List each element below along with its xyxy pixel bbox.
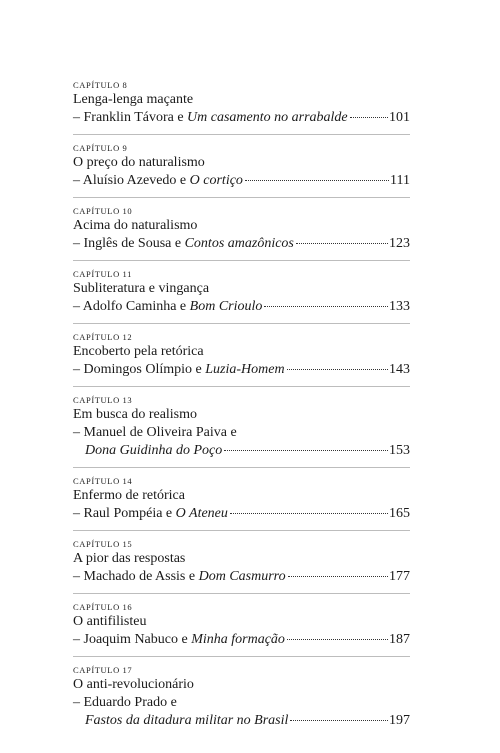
entry-work-title: Minha formação [191,632,285,647]
entry-work-title: Bom Crioulo [189,299,263,314]
dot-leader [290,719,388,721]
page-number: 165 [389,506,410,521]
chapter-subtitle-line: – Manuel de Oliveira Paiva e [73,425,237,440]
chapter-title: Encoberto pela retórica [73,344,204,359]
dot-leader [230,512,388,514]
chapter-title: A pior das respostas [73,551,186,566]
chapter-label: CAPÍTULO 15 [73,539,133,549]
entry-work-title: O cortiço [189,173,243,188]
page-number: 153 [389,443,410,458]
entry-text [73,631,285,649]
entry-author: – Franklin Távora e [73,110,188,125]
entry-work-title: Dom Casmurro [198,569,286,584]
table-of-contents [73,72,410,730]
entry-text [73,361,285,379]
entry-work-title: Luzia-Homem [205,362,285,377]
toc-chapter [73,197,410,253]
chapter-label: CAPÍTULO 11 [73,269,132,279]
chapter-title: Subliteratura e vingança [73,281,210,296]
chapter-subtitle-line: – Eduardo Prado e [73,695,177,710]
toc-entry[interactable] [73,505,410,523]
entry-work-title: Dona Guidinha do Poço [85,443,223,458]
page-number: 197 [389,713,410,728]
entry-text [73,235,294,253]
toc-entry[interactable] [73,235,410,253]
chapter-title: Enfermo de retórica [73,488,185,503]
toc-chapter [73,386,410,460]
toc-entry[interactable] [73,712,410,730]
chapter-label: CAPÍTULO 13 [73,395,133,405]
toc-chapter [73,593,410,649]
entry-text [73,172,243,190]
chapter-label: CAPÍTULO 10 [73,206,133,216]
entry-text [73,568,286,586]
chapter-label: CAPÍTULO 9 [73,143,128,153]
entry-text [73,109,348,127]
dot-leader [264,305,388,307]
toc-chapter [73,260,410,316]
entry-work-title: O Ateneu [175,506,228,521]
dot-leader [224,449,388,451]
entry-text [85,442,222,460]
page-number: 101 [389,110,410,125]
toc-chapter [73,134,410,190]
dot-leader [288,575,388,577]
toc-entry[interactable] [73,172,410,190]
toc-chapter [73,656,410,730]
chapter-label: CAPÍTULO 8 [73,80,128,90]
toc-entry[interactable] [73,442,410,460]
toc-chapter [73,72,410,127]
page-number: 143 [389,362,410,377]
entry-text [85,712,288,730]
toc-entry[interactable] [73,568,410,586]
entry-author: – Aluísio Azevedo e [73,173,190,188]
dot-leader [287,368,388,370]
entry-work-title: Um casamento no arrabalde [187,110,348,125]
page-number: 177 [389,569,410,584]
entry-work-title: Fastos da ditadura militar no Brasil [85,713,289,728]
chapter-title: O antifilisteu [73,614,147,629]
chapter-title: Acima do naturalismo [73,218,198,233]
entry-text [73,505,228,523]
chapter-title: O anti-revolucionário [73,677,194,692]
chapter-title: Lenga-lenga maçante [73,92,194,107]
entry-author: – Joaquim Nabuco e [73,632,192,647]
dot-leader [296,242,388,244]
toc-entry[interactable] [73,109,410,127]
toc-chapter [73,530,410,586]
page-number: 133 [389,299,410,314]
entry-author: – Adolfo Caminha e [73,299,190,314]
chapter-label: CAPÍTULO 17 [73,665,133,675]
entry-author: – Domingos Olímpio e [73,362,206,377]
dot-leader [245,179,389,181]
chapter-title: O preço do naturalismo [73,155,205,170]
chapter-title: Em busca do realismo [73,407,198,422]
chapter-label: CAPÍTULO 16 [73,602,133,612]
dot-leader [350,116,388,118]
toc-entry[interactable] [73,298,410,316]
entry-author: – Inglês de Sousa e [73,236,185,251]
toc-entry[interactable] [73,361,410,379]
entry-text [73,298,262,316]
chapter-label: CAPÍTULO 12 [73,332,133,342]
entry-author: – Machado de Assis e [73,569,199,584]
toc-entry[interactable] [73,631,410,649]
entry-author: – Raul Pompéia e [73,506,176,521]
page-number: 111 [390,173,410,188]
toc-chapter [73,467,410,523]
entry-work-title: Contos amazônicos [184,236,294,251]
dot-leader [287,638,388,640]
page-number: 123 [389,236,410,251]
chapter-label: CAPÍTULO 14 [73,476,133,486]
toc-chapter [73,323,410,379]
page-number: 187 [389,632,410,647]
